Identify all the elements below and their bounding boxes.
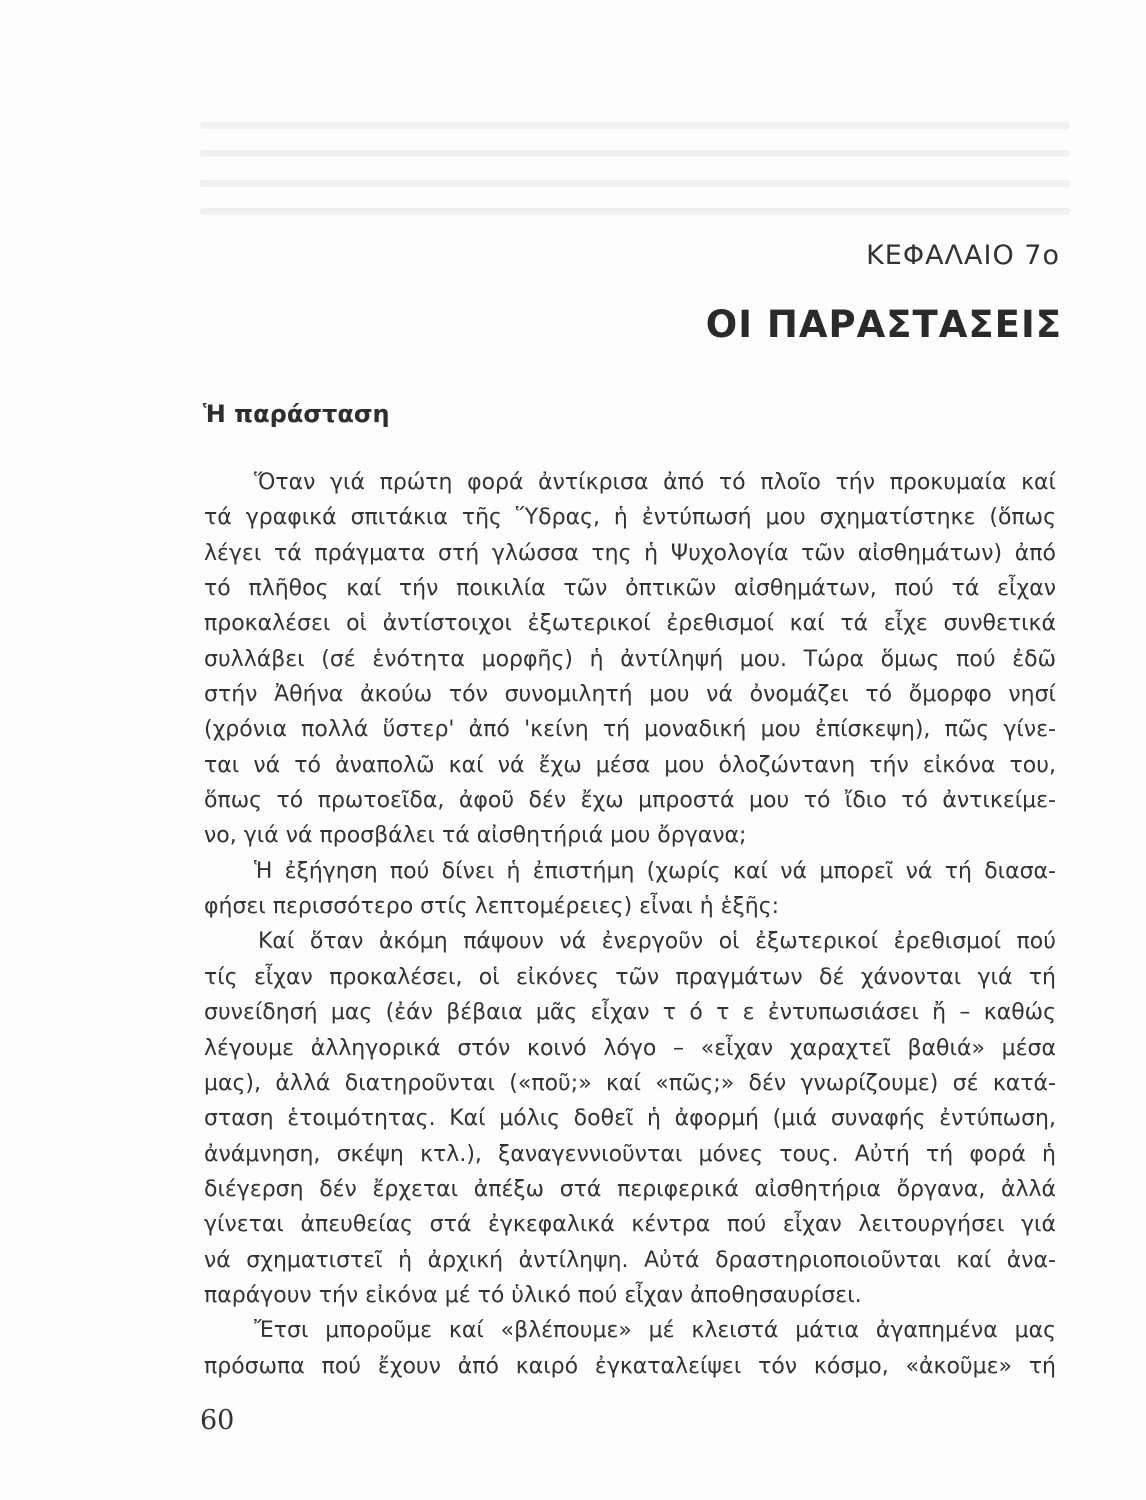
- text-line: τίς εἶχαν προκαλέσει, οἱ εἰκόνες τῶν πραγμάτων δέ χάνονται γιά τή: [204, 964, 1056, 990]
- text-line: Ὅταν γιά πρώτη φορά ἀντίκρισα ἀπό τό πλοῖο τήν προκυμαία καί: [254, 470, 1056, 495]
- text-line: προκαλέσει οἱ ἀντίστοιχοι ἐξωτερικοί ἐρεθισμοί καί τά εἶχε συνθετικά: [204, 611, 1056, 637]
- text-line: μας), ἀλλά διατηροῦνται («ποῦ;» καί «πῶς;» δέν γνωρίζουμε) σέ κατά-: [204, 1070, 1056, 1096]
- section-heading: Ἡ παράσταση: [203, 400, 390, 428]
- bleed-through-line: [200, 180, 1070, 187]
- text-line: (χρόνια πολλά ὕστερ' ἀπό 'κείνη τή μοναδική μου ἐπίσκεψη), πῶς γίνε-: [204, 717, 1056, 743]
- text-line: ὅπως τό πρωτοεῖδα, ἀφοῦ δέν ἔχω μπροστά μου τό ἴδιο τό ἀντικείμε-: [204, 788, 1056, 814]
- text-line: Ἡ ἐξήγηση πού δίνει ἡ ἐπιστήμη (χωρίς καί νά μπορεῖ νά τή διασα-: [254, 858, 1056, 884]
- bleed-through-line: [200, 150, 1070, 157]
- text-line: τά γραφικά σπιτάκια τῆς Ὕδρας, ἡ ἐντύπωσή μου σχηματίστηκε (ὅπως: [204, 505, 1056, 531]
- text-line: συλλάβει (σέ ἑνότητα μορφῆς) ἡ ἀντίληψή μου. Τώρα ὅμως πού ἐδῶ: [204, 646, 1056, 672]
- text-line: διέγερση δέν ἔρχεται ἀπέξω στά περιφερικά αἰσθητήρια ὄργανα, ἀλλά: [204, 1176, 1056, 1202]
- text-line: σταση ἑτοιμότητας. Καί μόλις δοθεῖ ἡ ἀφορμή (μιά συναφής ἐντύπωση,: [204, 1106, 1056, 1132]
- bleed-through-line: [200, 122, 1070, 129]
- page-number: 60: [200, 1405, 235, 1436]
- chapter-title: ΟΙ ΠΑΡΑΣΤΑΣΕΙΣ: [705, 303, 1062, 346]
- text-line: λέγει τά πράγματα στή γλώσσα της ἡ Ψυχολογία τῶν αἰσθημάτων) ἀπό: [204, 540, 1056, 566]
- text-line: παράγουν τήν εἰκόνα μέ τό ὑλικό πού εἶχαν ἀποθησαυρίσει.: [204, 1282, 862, 1308]
- text-line: Καί ὅταν ἀκόμη πάψουν νά ἐνεργοῦν οἱ ἐξωτερικοί ἐρεθισμοί πού: [258, 929, 1056, 955]
- text-line: ται νά τό ἀναπολῶ καί νά ἔχω μέσα μου ὁλοζώντανη τήν εἰκόνα του,: [204, 752, 1056, 778]
- bleed-through-line: [200, 208, 1070, 215]
- text-line: φήσει περισσότερο στίς λεπτομέρειες) εἶναι ἡ ἑξῆς:: [204, 894, 780, 920]
- text-line: Ἔτσι μποροῦμε καί «βλέπουμε» μέ κλειστά μάτια ἀγαπημένα μας: [254, 1318, 1056, 1344]
- body-text: [204, 465, 1056, 1384]
- text-line: νά σχηματιστεῖ ἡ ἀρχική ἀντίληψη. Αὐτά δραστηριοποιοῦνται καί ἀνα-: [204, 1247, 1056, 1273]
- text-line: συνείδησή μας (ἐάν βέβαια μᾶς εἶχαν τ ό τ ε ἐντυπωσιάσει ἤ – καθώς: [204, 1000, 1056, 1026]
- text-line: πρόσωπα πού ἔχουν ἀπό καιρό ἐγκαταλείψει τόν κόσμο, «ἀκοῦμε» τή: [204, 1353, 1056, 1379]
- text-line: νο, γιά νά προσβάλει τά αἰσθητήριά μου ὄργανα;: [204, 823, 747, 849]
- chapter-label: ΚΕΦΑΛΑΙΟ 7ο: [866, 240, 1060, 271]
- text-line: τό πλῆθος καί τήν ποικιλία τῶν ὀπτικῶν αἰσθημάτων, πού τά εἶχαν: [204, 576, 1056, 602]
- text-line: γίνεται ἀπευθείας στά ἐγκεφαλικά κέντρα πού εἶχαν λειτουργήσει γιά: [204, 1212, 1056, 1238]
- text-line: ἀνάμνηση, σκέψη κτλ.), ξαναγεννιοῦνται μόνες τους. Αὐτή τή φορά ἡ: [204, 1141, 1056, 1167]
- text-line: λέγουμε ἀλληγορικά στόν κοινό λόγο – «εἶχαν χαραχτεῖ βαθιά» μέσα: [204, 1035, 1056, 1061]
- text-line: στήν Ἀθήνα ἀκούω τόν συνομιλητή μου νά ὀνομάζει τό ὄμορφο νησί: [204, 682, 1056, 708]
